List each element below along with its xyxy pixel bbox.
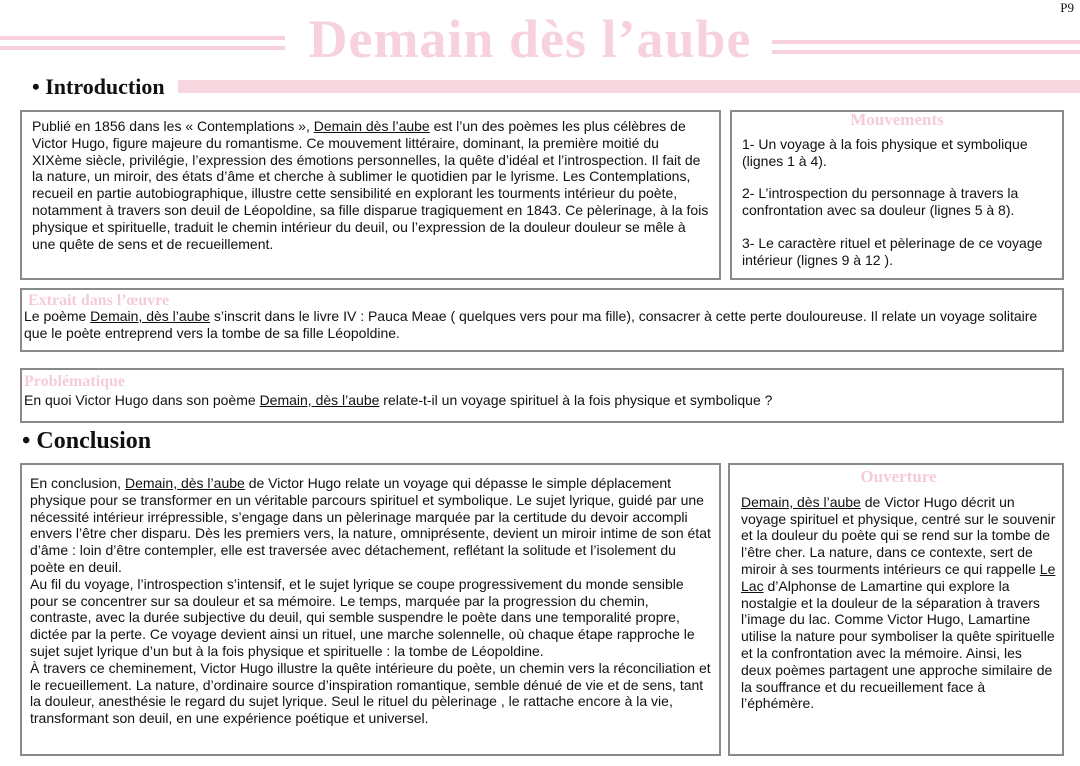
conclusion-heading: • Conclusion [22,428,152,454]
text: de Victor Hugo relate un voyage qui dépasse le simple déplacement physique pour se transformer en un véritable parcours spirituel et symbolique. Le sujet lyrique, guidé par une nécessité intérieur irrépressible, s’engage dans un pèlerinage marquée par la certitude du devoir accompli envers l’être cher disparu. Dès les premiers vers, la nature, omniprésente, devient un miroir intime de son état d’âme : loin d’être contempler, elle est traversée avec détachement, reflétant la solitude et l’isolement du poète en deuil. [30,475,711,575]
work-title: Demain, dès l’aube [90,308,211,324]
problematique-label: Problématique [24,373,126,390]
extrait-text [24,308,1060,342]
ouverture-box [728,463,1064,756]
heading-bar [178,80,1080,93]
work-title: Demain, dès l’aube [259,392,380,408]
mouvements-label: Mouvements [850,110,944,129]
conclusion-paragraph [30,475,711,576]
extrait-box [20,288,1064,352]
text: Publié en 1856 dans les « Contemplations », [32,118,314,134]
text: relate-t-il un voyage spirituel à la fois physique et symbolique ? [379,392,773,408]
text: En conclusion, [30,475,125,491]
text: d’Alphonse de Lamartine qui explore la nostalgie et la douleur de la séparation à travers l’image du lac. Comme Victor Hugo, Lamartine utilise la nature pour symboliser la quête spirituelle et la confrontation avec la mémoire. Ainsi, les deux poèmes partagent une approche similaire de la souffrance et du recueillement face à l’éphémère. [741,577,1055,712]
introduction-heading: • Introduction [32,74,165,99]
work-title: Demain dès l’aube [313,118,430,134]
conclusion-paragraph: Au fil du voyage, l’introspection s’intensif, et le sujet lyrique se coupe progressivement du monde sensible pour se concentrer sur sa douleur et sa mémoire. Le temps, marquée par la progression du chemin, contraste, avec la durée subjective du deuil, qui semble suspendre le poète dans une temporalité propre, dictée par la perte. Ce voyage devient ainsi un rituel, une marche solennelle, où chaque étape rapproche le sujet sujet lyrique d’un but à la fois physique et spirituelle : la tombe de Léopoldine. [30,575,695,659]
ouverture-text [741,494,1056,712]
problematique-text [24,392,1060,409]
page-number: P9 [1060,0,1074,15]
mouvement-item: 1- Un voyage à la fois physique et symbolique (lignes 1 à 4). [742,135,1028,169]
mouvement-item: 3- Le caractère rituel et pèlerinage de ce voyage intérieur (lignes 9 à 12 ). [742,234,1043,268]
text: est l’un des poèmes les plus célèbres de Victor Hugo, figure majeure du romantisme. Ce mouvement littéraire, dominant, la première moitié du XIXème siècle, privilégie, l’expression des émotions personnelles, la quête d’idéal et l’introspection. Il fait de la nature, un miroir, des états d’âme et cherche à sublimer le quotidien par le lyrisme. Les Contemplations, recueil en partie autobiographique, illustre cette sensibilité en explorant les tourments intérieur du poète, notamment à travers son deuil de Léopoldine, sa fille disparue tragiquement en 1843. Ce pèlerinage, à la fois physique et spirituelle, traduit le chemin intérieur du deuil, ou l’expression de la douleur douleur se mêle à une quête de sens et de recueillement. [32,118,709,252]
mouvements-box [730,110,1064,280]
work-title: Demain, dès l’aube [741,493,861,510]
ouverture-label: Ouverture [860,467,937,486]
mouvement-item: 2- L’introspection du personnage à travers la confrontation avec sa douleur (lignes 5 à 8). [742,185,1019,219]
page-title: Demain dès l’aube [308,9,752,69]
conclusion-box [20,463,721,756]
text: s’inscrit dans le livre IV : Pauca Meae ( quelques vers pour ma fille), consacrer à cette perte douloureuse. Il relate un voyage solitaire que le poète entreprend vers la tombe de sa fille Léopoldine. [24,308,1038,341]
text: Le poème [24,308,91,324]
work-title: Demain, dès l’aube [124,475,245,491]
extrait-label: Extrait dans l’œuvre [28,292,170,309]
text: de Victor Hugo décrit un voyage spirituel et physique, centré sur le souvenir et la douleur du poète qui se rend sur la tombe de l’être cher. La nature, dans ce contexte, sert de miroir à ses tourments intérieurs ce qui rappelle [741,493,1056,577]
introduction-box [20,110,721,280]
problematique-box [20,368,1064,423]
conclusion-paragraph: À travers ce cheminement, Victor Hugo illustre la quête intérieure du poète, un chemin vers la réconciliation et le recueillement. La nature, d’ordinaire source d’inspiration romantique, semble dénué de vie et de sens, tant la douleur, anesthésie le regard du sujet lyrique. Seul le rituel du pèlerinage , le rattache encore à la vie, transformant son deuil, en une expérience poétique et universel. [30,659,711,727]
text: En quoi Victor Hugo dans son poème [24,392,260,408]
introduction-text [32,118,709,252]
work-title: Le Lac [741,560,1056,594]
